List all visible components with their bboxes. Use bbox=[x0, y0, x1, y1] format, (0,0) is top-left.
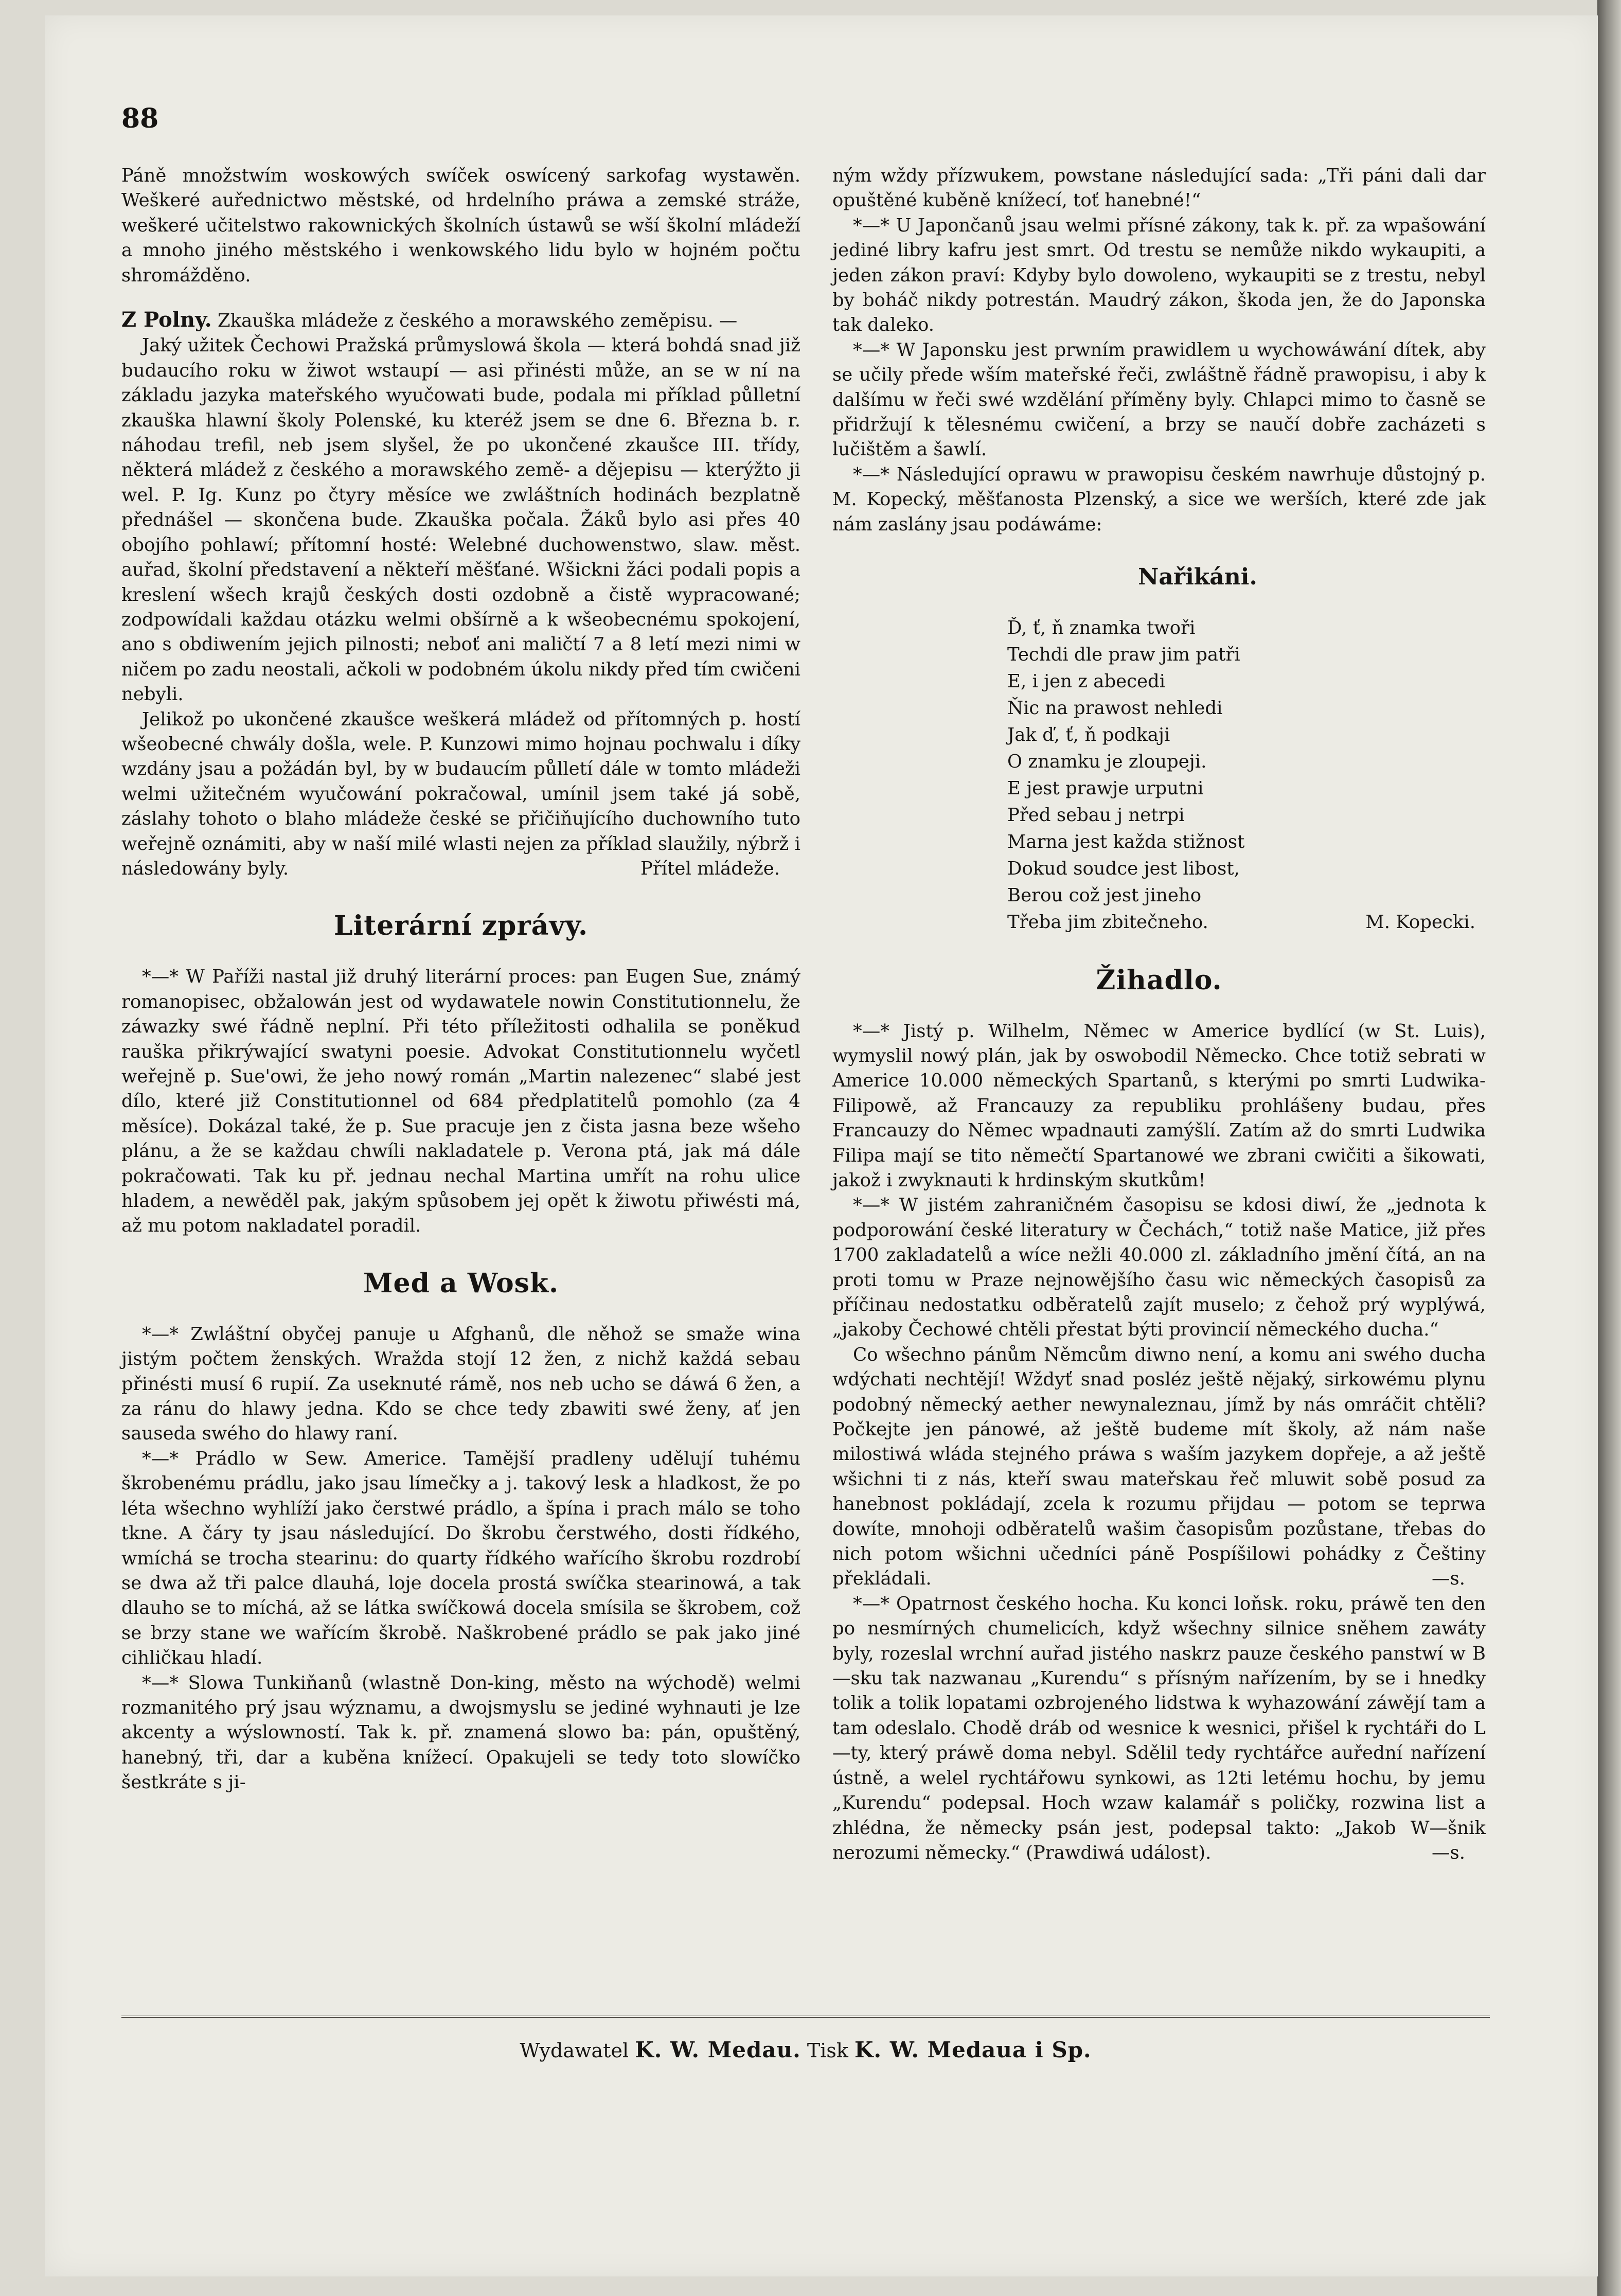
polny-heading: Z Polny. bbox=[121, 308, 212, 332]
footer-prefix: Wydawatel bbox=[520, 2039, 629, 2062]
poem-line: Berou což jest jineho bbox=[1007, 884, 1202, 906]
med-heading: Med a Wosk. bbox=[363, 1267, 559, 1299]
continuation-paragraph: ným wždy přízwukem, powstane následující sada: „Tři páni dali dar opuštěné kuběně knížecí, toť hanebné!“ bbox=[832, 165, 1486, 211]
right-column bbox=[832, 164, 1486, 1865]
japan-paragraph-2: *—* W Japonsku jest prwním prawidlem u wychowáwání dítek, aby se učily přede wším mateřské řeči, zwláštně řádně prawopisu, i aby k dalšímu w řeči swé wzdělání příměny byly. Chlapci mimo to časně se přidržují k tělesnému cwičení, a brzy se naučí dobře zacházeti s lučištěm a šawlí. bbox=[832, 339, 1486, 460]
polny-section bbox=[121, 308, 800, 333]
oprawa-paragraph: *—* Následující oprawu w prawopisu českém nawrhuje důstojný p. M. Kopecký, měšťanosta Plzenský, a sice we werších, které zde jak nám zaslány jsau podáwáme: bbox=[832, 464, 1486, 535]
poem-line: E jest prawje urputni bbox=[1007, 777, 1204, 799]
polny-paragraph-2 bbox=[121, 707, 800, 882]
footer-mid: Tisk bbox=[807, 2039, 848, 2062]
poem-line: Jak ď, ť, ň podkaji bbox=[1007, 724, 1170, 745]
footer-rule bbox=[121, 2016, 1490, 2018]
zihadlo-paragraph-2: *—* W jistém zahraničném časopisu se kdosi diwí, že „jednota k podporowání české literatury w Čechách,“ totiž naše Matice, již přes 1700 zakladatelů a wíce nežli 40.000 zl. základního jmění čítá, an na proti tomu w Praze nejnowějšího času wic německých časopisů za příčinau nedostatku odběratelů zajít muselo; z čehož prý wyplýwá, „jakoby Čechowé chtěli přestat býti provincií německého ducha.“ bbox=[832, 1195, 1486, 1341]
poem-line: Dokud soudce jest libost, bbox=[1007, 858, 1240, 879]
zihadlo-heading: Žihadlo. bbox=[1096, 964, 1222, 996]
poem-line: E, i jen z abecedi bbox=[1007, 670, 1166, 692]
japan-paragraph-1: *—* U Japončanů jsau welmi přísné zákony, tak k. př. za wpašowání jediné libry kafru jest smrt. Od trestu se nemůže nikdo wykaupiti, a jeden zákon praví: Kdyby bylo dowoleno, wykaupiti se z trestu, nebyl by boháč nikdy potrestán. Maudrý zákon, škoda jen, že do Japonska tak daleko. bbox=[832, 215, 1486, 336]
zihadlo-paragraph-4-text: *—* Opatrnost českého hocha. Ku konci loňsk. roku, práwě ten den po nesmírných chumelicích, když wšechny silnice sněhem zawáty byly, rozeslal wrchní auřad jistého naskrz pauze českého panstwí w B—sku tak nazwanau „Kurendu“ s přísným nařízením, by se i hnedky tolik a tolik lopatami ozbrojeného lidstwa k wyhazowání záwějí tam a tam odeslalo. Chodě dráb od wesnice k wesnici, přišel k rychtáři do L—ty, který práwě doma nebyl. Sdělil tedy rychtářce auřední nařízení ústně, a welel rychtářowu synkowi, as 12ti letému hochu, by jemu „Kurendu“ podepsal. Hoch wzaw kalamář s poličky, rozwina list a zhlédna, že německy psán jest, podepsal takto: „Jakob W—šnik nerozumi německy.“ (Prawdiwá událost). bbox=[832, 1593, 1486, 1863]
poem bbox=[832, 615, 1486, 936]
poem-line: O znamku je zloupeji. bbox=[1007, 751, 1207, 772]
left-column bbox=[121, 164, 800, 1795]
poem-line: Techdi dle praw jim patři bbox=[1007, 644, 1240, 665]
poem-heading: Nařikáni. bbox=[1138, 564, 1257, 591]
med-paragraph-1: *—* Zwláštní obyčej panuje u Afghanů, dle něhož se smaže wina jistým počtem ženských. Wražda stojí 12 žen, z nichž každá sebau přinésti musí 6 rupií. Za useknuté rámě, nos neb ucho se dáwá 6 žen, a za ránu do hlawy jedna. Kdo se chce tedy zbawiti swé ženy, ať jen sauseda swého do hlawy raní. bbox=[121, 1323, 800, 1445]
zihadlo-paragraph-1: *—* Jistý p. Wilhelm, Němec w Americe bydlící (w St. Luis), wymyslil nowý plán, jak by oswobodil Německo. Chce totiž sebrati w Americe 10.000 německých Spartanů, s kterými po smrti Ludwika-Filipowě, až Francauzy za republiku prohlášeny budau, přes Francauzy do Němec wpadnauti zamýšlí. Zatím až do smrti Ludwika Filipa mají se tito němečtí Spartanowé we zbrani cwičiti a šikowati, jakož i zwyknauti k hrdinským skutkům! bbox=[832, 1020, 1486, 1191]
book-spine bbox=[1597, 0, 1621, 2296]
poem-line: Ňic na prawost nehledi bbox=[1007, 697, 1223, 719]
zihadlo-signature-1: —s. bbox=[1431, 1568, 1465, 1590]
literarni-heading: Literární zprávy. bbox=[333, 910, 589, 942]
zihadlo-paragraph-3-text: Co wšechno pánům Němcům diwno není, a komu ani swého ducha wdýchati nechtějí! Wždyť snad posléz ještě nějaký, sirkowému plynu podobný německý aether newynaleznau, jímž by nás omráčit chtěli? Počkejte jen pánowé, až ještě budeme mít školy, až nám naše milostiwá wláda stejného práwa s waším jazykem dopřeje, a až ještě wšichni ti z nás, kteří swau mateřskau řeč mluwit sobě posud za hanebnost pokládají, zcela k rozumu přijdau — potom se teprwa dowíte, mnohoji odběratelů wašim časopisům pozůstane, třebas do nich potom wšichni učedníci páně Pospíšilowi pohádky z Češtiny překládali. bbox=[832, 1344, 1486, 1590]
literarni-paragraph: *—* W Paříži nastal již druhý literární proces: pan Eugen Sue, známý romanopisec, obžalowán jest od wydawatele nowin Constitutionnelu, že záwazky swé řádně neplní. Při této příležitosti odhalila se poněkud rauška přikrýwající swatyni poesie. Advokat Constitutionnelu wyčetl weřejně p. Sue'owi, že jeho nowý román „Martin nalezenec“ slabé jest dílo, které již Constitutionnel od 684 předplatitelů pomohlo (za 4 měsíce). Dokázal také, že p. Sue pracuje jen z čista jasna beze wšeho plánu, a že se každau chwíli nakladatele p. Verona ptá, jak má dále pokračowati. Tak ku př. jednau nechal Martina umřít na rohu ulice hladem, a newěděl pak, jakým spůsobem jej opět k žiwotu přiwésti má, až mu potom nakladatel poradil. bbox=[121, 966, 800, 1237]
footer-publisher: K. W. Medau. bbox=[635, 2037, 801, 2062]
polny-paragraph-1: Jaký užitek Čechowi Pražská průmyslowá škola — která bohdá snad již budaucího roku w žiwot wstaupí — asi přinésti může, an se w ní na základu jazyka mateřského wyučowati bude, podala mi příklad půlletní zkauška hlawní školy Polenské, ku kteréž jsem se dne 6. Března b. r. náhodau trefil, neb jsem slyšel, že po ukončené zkaušce III. třídy, některá mládež z českého a morawského země- a dějepisu — kterýžto ji wel. P. Ig. Kunz po čtyry měsíce we zwláštních hodinách bezplatně přednášel — skončena bude. Zkauška počala. Žáků bylo asi přes 40 obojího pohlawí; přítomní hosté: Welebné duchowenstwo, slaw. měst. auřad, školní představení a někteří měšťané. Wšickni žáci podali popis a kreslení wšech krajů českých dosti ozdobně a čistě wypracowané; zodpowídali každau otázku welmi obšírně a k wšeobecnému spokojení, ano s obdiwením jejich pilnosti; neboť ani maličtí 7 a 8 letí mezi nimi w ničem po zadu neostali, ačkoli w podobném úkolu nikdy před tím cwičeni nebyli. bbox=[121, 335, 800, 705]
zihadlo-paragraph-4 bbox=[832, 1592, 1486, 1865]
med-paragraph-3: *—* Slowa Tunkiňanů (wlastně Don-king, město na wýchodě) welmi rozmanitého prý jsau wýznamu, a dwojsmyslu se jediné wyhnauti je lze akcenty a wýslowností. Tak k. př. znamená slowo ba: pán, opuštěný, hanebný, tři, dar a kuběna knížecí. Opakujeli se tedy toto slowíčko šestkráte s ji- bbox=[121, 1672, 800, 1793]
polny-subtitle: Zkauška mládeže z českého a morawského zeměpisu. — bbox=[217, 310, 738, 332]
polny-signature: Přítel mládeže. bbox=[640, 858, 780, 879]
poem-line: Třeba jim zbitečneho. bbox=[1007, 911, 1208, 933]
polny-paragraph-2-text: Jelikož po ukončené zkaušce weškerá mládež od přítomných p. hostí wšeobecné chwály došla, wele. P. Kunzowi mimo hojnau pochwalu i díky wzdány jsau a požádán byl, by w budaucím půlletí dále w tomto mládeži welmi užitečném wyučowání pokračowal, umínil jsem také já sobě, záslahy tohoto o blaho mládeže české se přičiňujícího duchowního tuto weřejně oznámiti, aby w naší milé wlasti nejen za příklad slaužily, nýbrž i následowány byly. bbox=[121, 708, 800, 879]
intro-paragraph: Páně množstwím woskowých swíček oswícený sarkofag wystawěn. Weškeré auřednictwo městské, od hrdelního práwa a zemské stráže, weškeré učitelstwo rakownických školních ústawů se wší školní mládeží a mnoho jiného městského i wenkowského lidu bylo w hojném počtu shromážděno. bbox=[121, 165, 800, 286]
med-paragraph-2: *—* Prádlo w Sew. Americe. Tamější pradleny udělují tuhému škrobenému prádlu, jako jsau límečky a j. takový lesk a hladkost, že po léta wšechno wyhlíží jako čerstwé prádlo, a špína i prach málo se toho tkne. A čáry ty jsau následující. Do škrobu čerstwého, dosti řídkého, wmíchá se trocha stearinu: do quarty řídkého wařícího škrobu rozdrobí se dwa až tři palce dlauhá, loje docela prostá swíčka stearinowá, a tak dlauho se to míchá, až se látka swíčkowá docela smísila se škrobem, což se brzy stane we wařícím škrobě. Naškrobené prádlo se pak jako jiné cihličkau hladí. bbox=[121, 1448, 800, 1669]
poem-line: Marna jest každa stižnost bbox=[1007, 831, 1245, 852]
poem-line: Ď, ť, ň znamka twoři bbox=[1007, 617, 1196, 638]
poem-line: Před sebau j netrpi bbox=[1007, 804, 1185, 826]
poem-signature: M. Kopecki. bbox=[1365, 911, 1475, 933]
imprint-footer bbox=[121, 2037, 1490, 2062]
zihadlo-paragraph-3 bbox=[832, 1343, 1486, 1592]
zihadlo-signature-2: —s. bbox=[1431, 1842, 1465, 1863]
poem-last-line bbox=[1007, 909, 1486, 936]
footer-printer: K. W. Medaua i Sp. bbox=[854, 2037, 1092, 2062]
page-number: 88 bbox=[121, 103, 159, 134]
